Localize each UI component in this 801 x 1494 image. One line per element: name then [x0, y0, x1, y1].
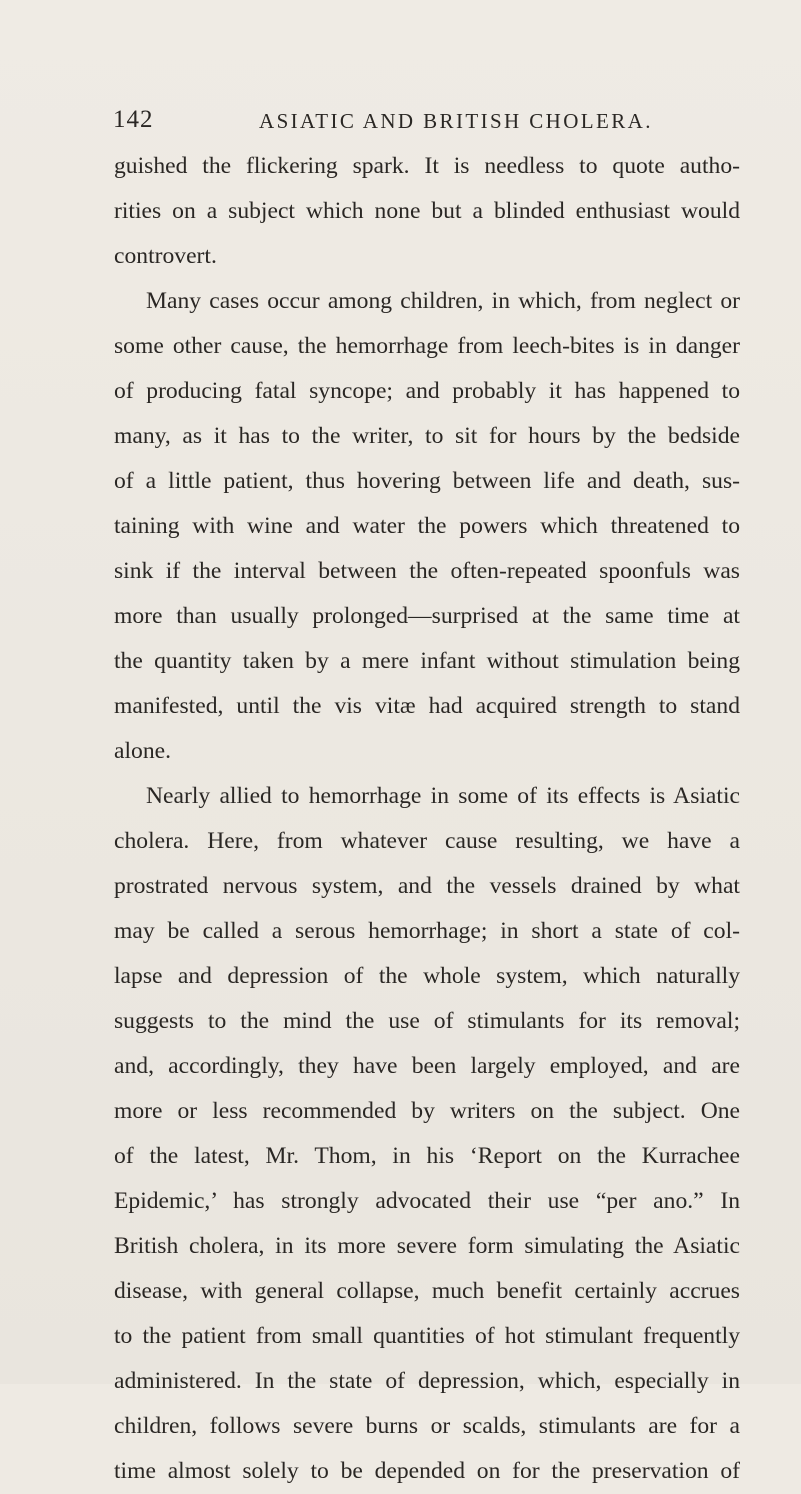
text-line: rities on a subject which none but a blinded enthusiast would	[114, 198, 740, 224]
text-line: cholera. Here, from whatever cause resulting, we have a	[114, 828, 740, 854]
text-line: manifested, until the vis vitæ had acquired strength to stand	[114, 693, 740, 719]
text-line: to the patient from small quantities of hot stimulant frequently	[114, 1323, 740, 1349]
text-line: guished the flickering spark. It is needless to quote autho-	[114, 153, 740, 179]
text-line: more or less recommended by writers on the subject. One	[114, 1098, 740, 1124]
page-header	[0, 106, 801, 138]
text-line: controvert.	[114, 243, 217, 269]
text-line: lapse and depression of the whole system, which naturally	[114, 963, 740, 989]
text-line: British cholera, in its more severe form simulating the Asiatic	[114, 1233, 740, 1259]
text-line: taining with wine and water the powers which threatened to	[114, 513, 740, 539]
text-line: of producing fatal syncope; and probably it has happened to	[114, 378, 740, 404]
text-line: of a little patient, thus hovering between life and death, sus-	[114, 468, 740, 494]
running-head: ASIATIC AND BRITISH CHOLERA.	[259, 109, 653, 133]
text-line: disease, with general collapse, much benefit certainly accrues	[114, 1278, 740, 1304]
text-line: Epidemic,’ has strongly advocated their use “per ano.” In	[114, 1188, 740, 1214]
text-line: more than usually prolonged—surprised at the same time at	[114, 603, 740, 629]
page-number: 142	[113, 106, 154, 133]
text-line: sink if the interval between the often-repeated spoonfuls was	[114, 558, 740, 584]
text-line: some other cause, the hemorrhage from leech-bites is in danger	[114, 333, 740, 359]
text-line: time almost solely to be depended on for the preservation of	[114, 1458, 740, 1484]
text-line: children, follows severe burns or scalds, stimulants are for a	[114, 1413, 740, 1439]
text-line: many, as it has to the writer, to sit for hours by the bedside	[114, 423, 740, 449]
text-line: of the latest, Mr. Thom, in his ‘Report on the Kurrachee	[114, 1143, 740, 1169]
text-line: prostrated nervous system, and the vessels drained by what	[114, 873, 740, 899]
text-line: alone.	[114, 738, 171, 764]
text-line: suggests to the mind the use of stimulants for its removal;	[114, 1008, 740, 1034]
text-line: the quantity taken by a mere infant without stimulation being	[114, 648, 740, 674]
text-line: administered. In the state of depression, which, especially in	[114, 1368, 740, 1394]
body-text	[114, 144, 740, 1494]
text-line: Many cases occur among children, in which, from neglect or	[146, 288, 740, 314]
text-line: Nearly allied to hemorrhage in some of its effects is Asiatic	[146, 783, 740, 809]
text-line: and, accordingly, they have been largely employed, and are	[114, 1053, 740, 1079]
text-line: may be called a serous hemorrhage; in short a state of col-	[114, 918, 740, 944]
